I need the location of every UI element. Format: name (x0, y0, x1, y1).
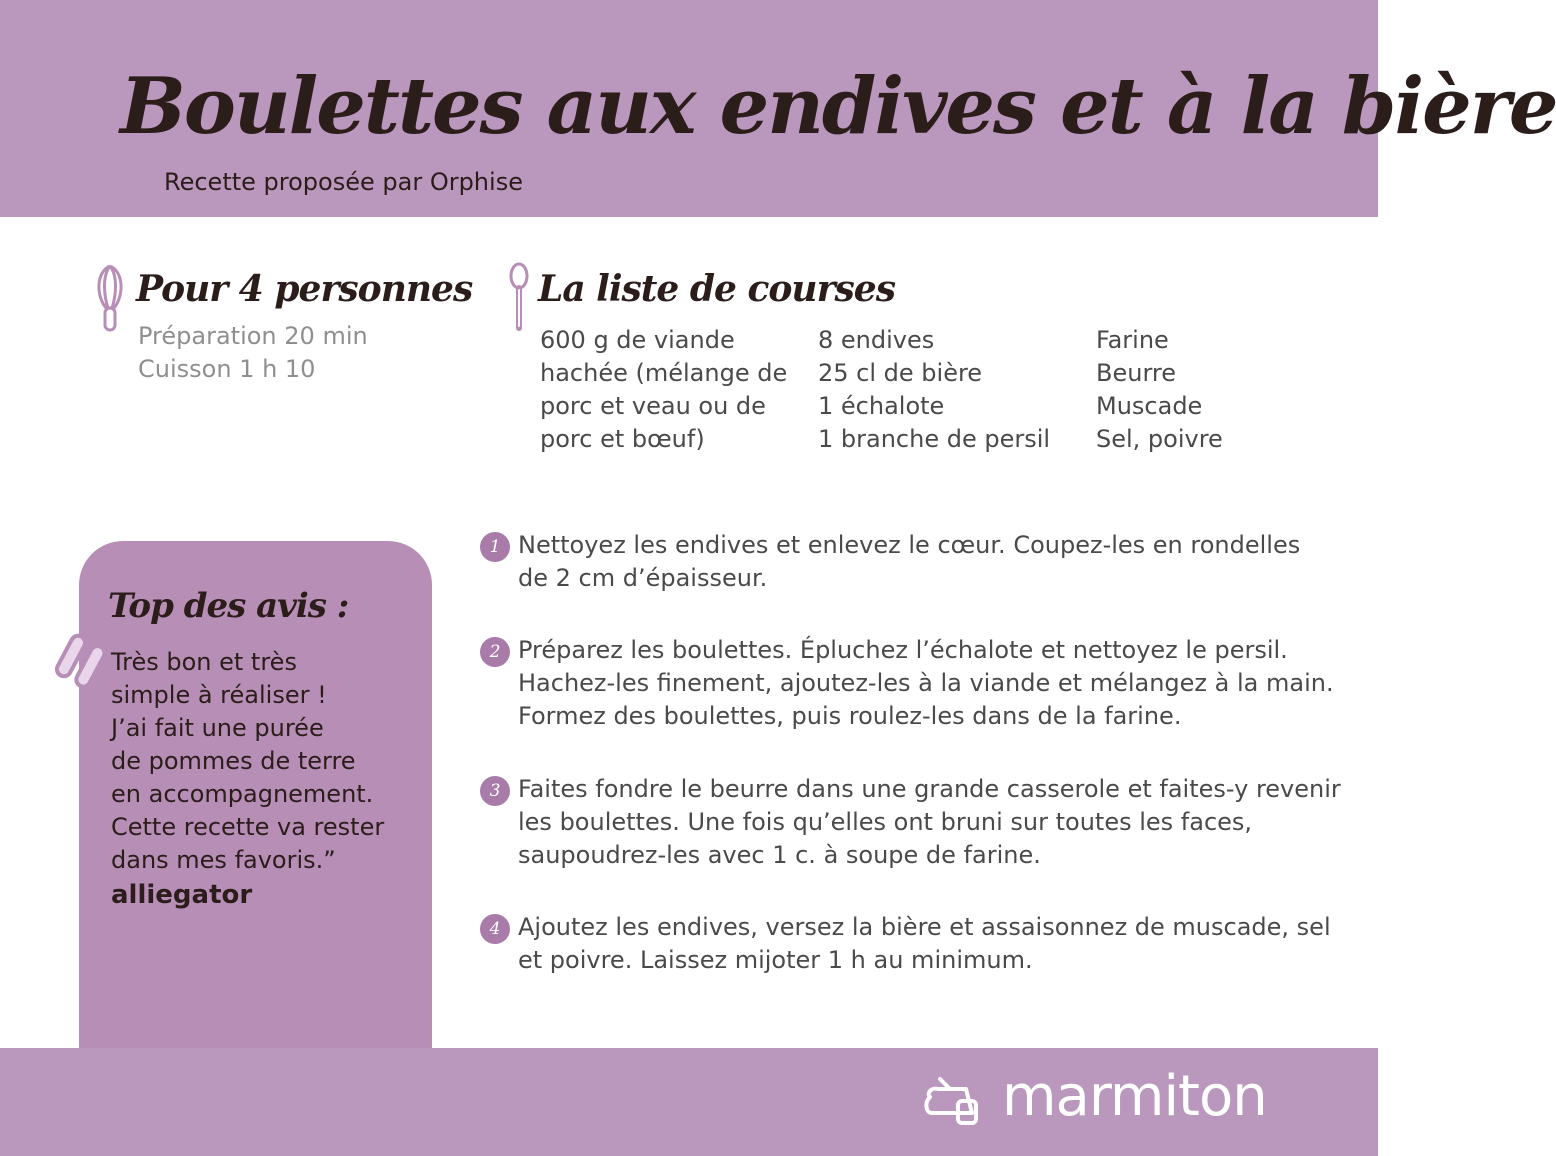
step-line: saupoudrez-les avec 1 c. à soupe de farine. (518, 841, 1041, 869)
step-number-badge: 1 (480, 532, 510, 562)
review-author: alliegator (111, 880, 253, 910)
step-line: Ajoutez les endives, versez la bière et assaisonnez de muscade, sel (518, 913, 1331, 941)
review-quote (111, 646, 411, 877)
marmiton-logo: marmiton (1002, 1064, 1267, 1129)
step-line: les boulettes. Une fois qu’elles ont bruni sur toutes les faces, (518, 808, 1253, 836)
review-line: simple à réaliser ! (111, 681, 327, 709)
review-line: Cette recette va rester (111, 813, 385, 841)
step-line: Faites fondre le beurre dans une grande casserole et faites-y revenir (518, 775, 1341, 803)
chef-hat-icon (922, 1073, 986, 1127)
step-text (518, 529, 1358, 595)
spoon-icon (508, 262, 530, 334)
recipe-subtitle: Recette proposée par Orphise (164, 168, 523, 196)
ingredient-line: Muscade (1096, 392, 1203, 420)
cooking-time: Cuisson 1 h 10 (138, 355, 316, 383)
step-line: de 2 cm d’épaisseur. (518, 564, 768, 592)
review-line: J’ai fait une purée (111, 714, 324, 742)
ingredients-column-3 (1096, 324, 1356, 456)
ingredient-line: hachée (mélange de (540, 359, 788, 387)
review-title: Top des avis : (108, 586, 349, 626)
step-number-badge: 2 (480, 637, 510, 667)
ingredient-line: 600 g de viande (540, 326, 735, 354)
review-line: en accompagnement. (111, 780, 374, 808)
step-text (518, 634, 1358, 733)
review-line: Très bon et très (111, 648, 297, 676)
step-text (518, 911, 1358, 977)
ingredient-line: porc et veau ou de (540, 392, 766, 420)
step-line: Nettoyez les endives et enlevez le cœur. Coupez-les en rondelles (518, 531, 1301, 559)
step-number-badge: 4 (480, 914, 510, 944)
ingredient-line: Sel, poivre (1096, 425, 1223, 453)
step-line: Préparez les boulettes. Épluchez l’échalote et nettoyez le persil. (518, 636, 1288, 664)
preparation-time: Préparation 20 min (138, 322, 368, 350)
ingredient-line: 25 cl de bière (818, 359, 983, 387)
step-line: Hachez-les finement, ajoutez-les à la viande et mélangez à la main. (518, 669, 1334, 697)
ingredient-line: 1 échalote (818, 392, 945, 420)
review-line: de pommes de terre (111, 747, 356, 775)
ingredient-line: Farine (1096, 326, 1169, 354)
ingredient-line: porc et bœuf) (540, 425, 705, 453)
step-number-badge: 3 (480, 776, 510, 806)
serves-info (138, 320, 368, 386)
review-line: dans mes favoris.” (111, 846, 336, 874)
shopping-list-title: La liste de courses (538, 268, 895, 310)
step-text (518, 773, 1358, 872)
whisk-icon (92, 262, 128, 334)
ingredient-line: 8 endives (818, 326, 935, 354)
serves-title: Pour 4 personnes (136, 268, 473, 310)
quote-icon (52, 636, 112, 690)
step-line: Formez des boulettes, puis roulez-les dans de la farine. (518, 702, 1182, 730)
ingredient-line: Beurre (1096, 359, 1176, 387)
ingredients-column-2 (818, 324, 1078, 456)
recipe-title: Boulettes aux endives et à la bière (120, 61, 1556, 152)
ingredients-column-1 (540, 324, 800, 456)
ingredient-line: 1 branche de persil (818, 425, 1051, 453)
step-line: et poivre. Laissez mijoter 1 h au minimum. (518, 946, 1033, 974)
